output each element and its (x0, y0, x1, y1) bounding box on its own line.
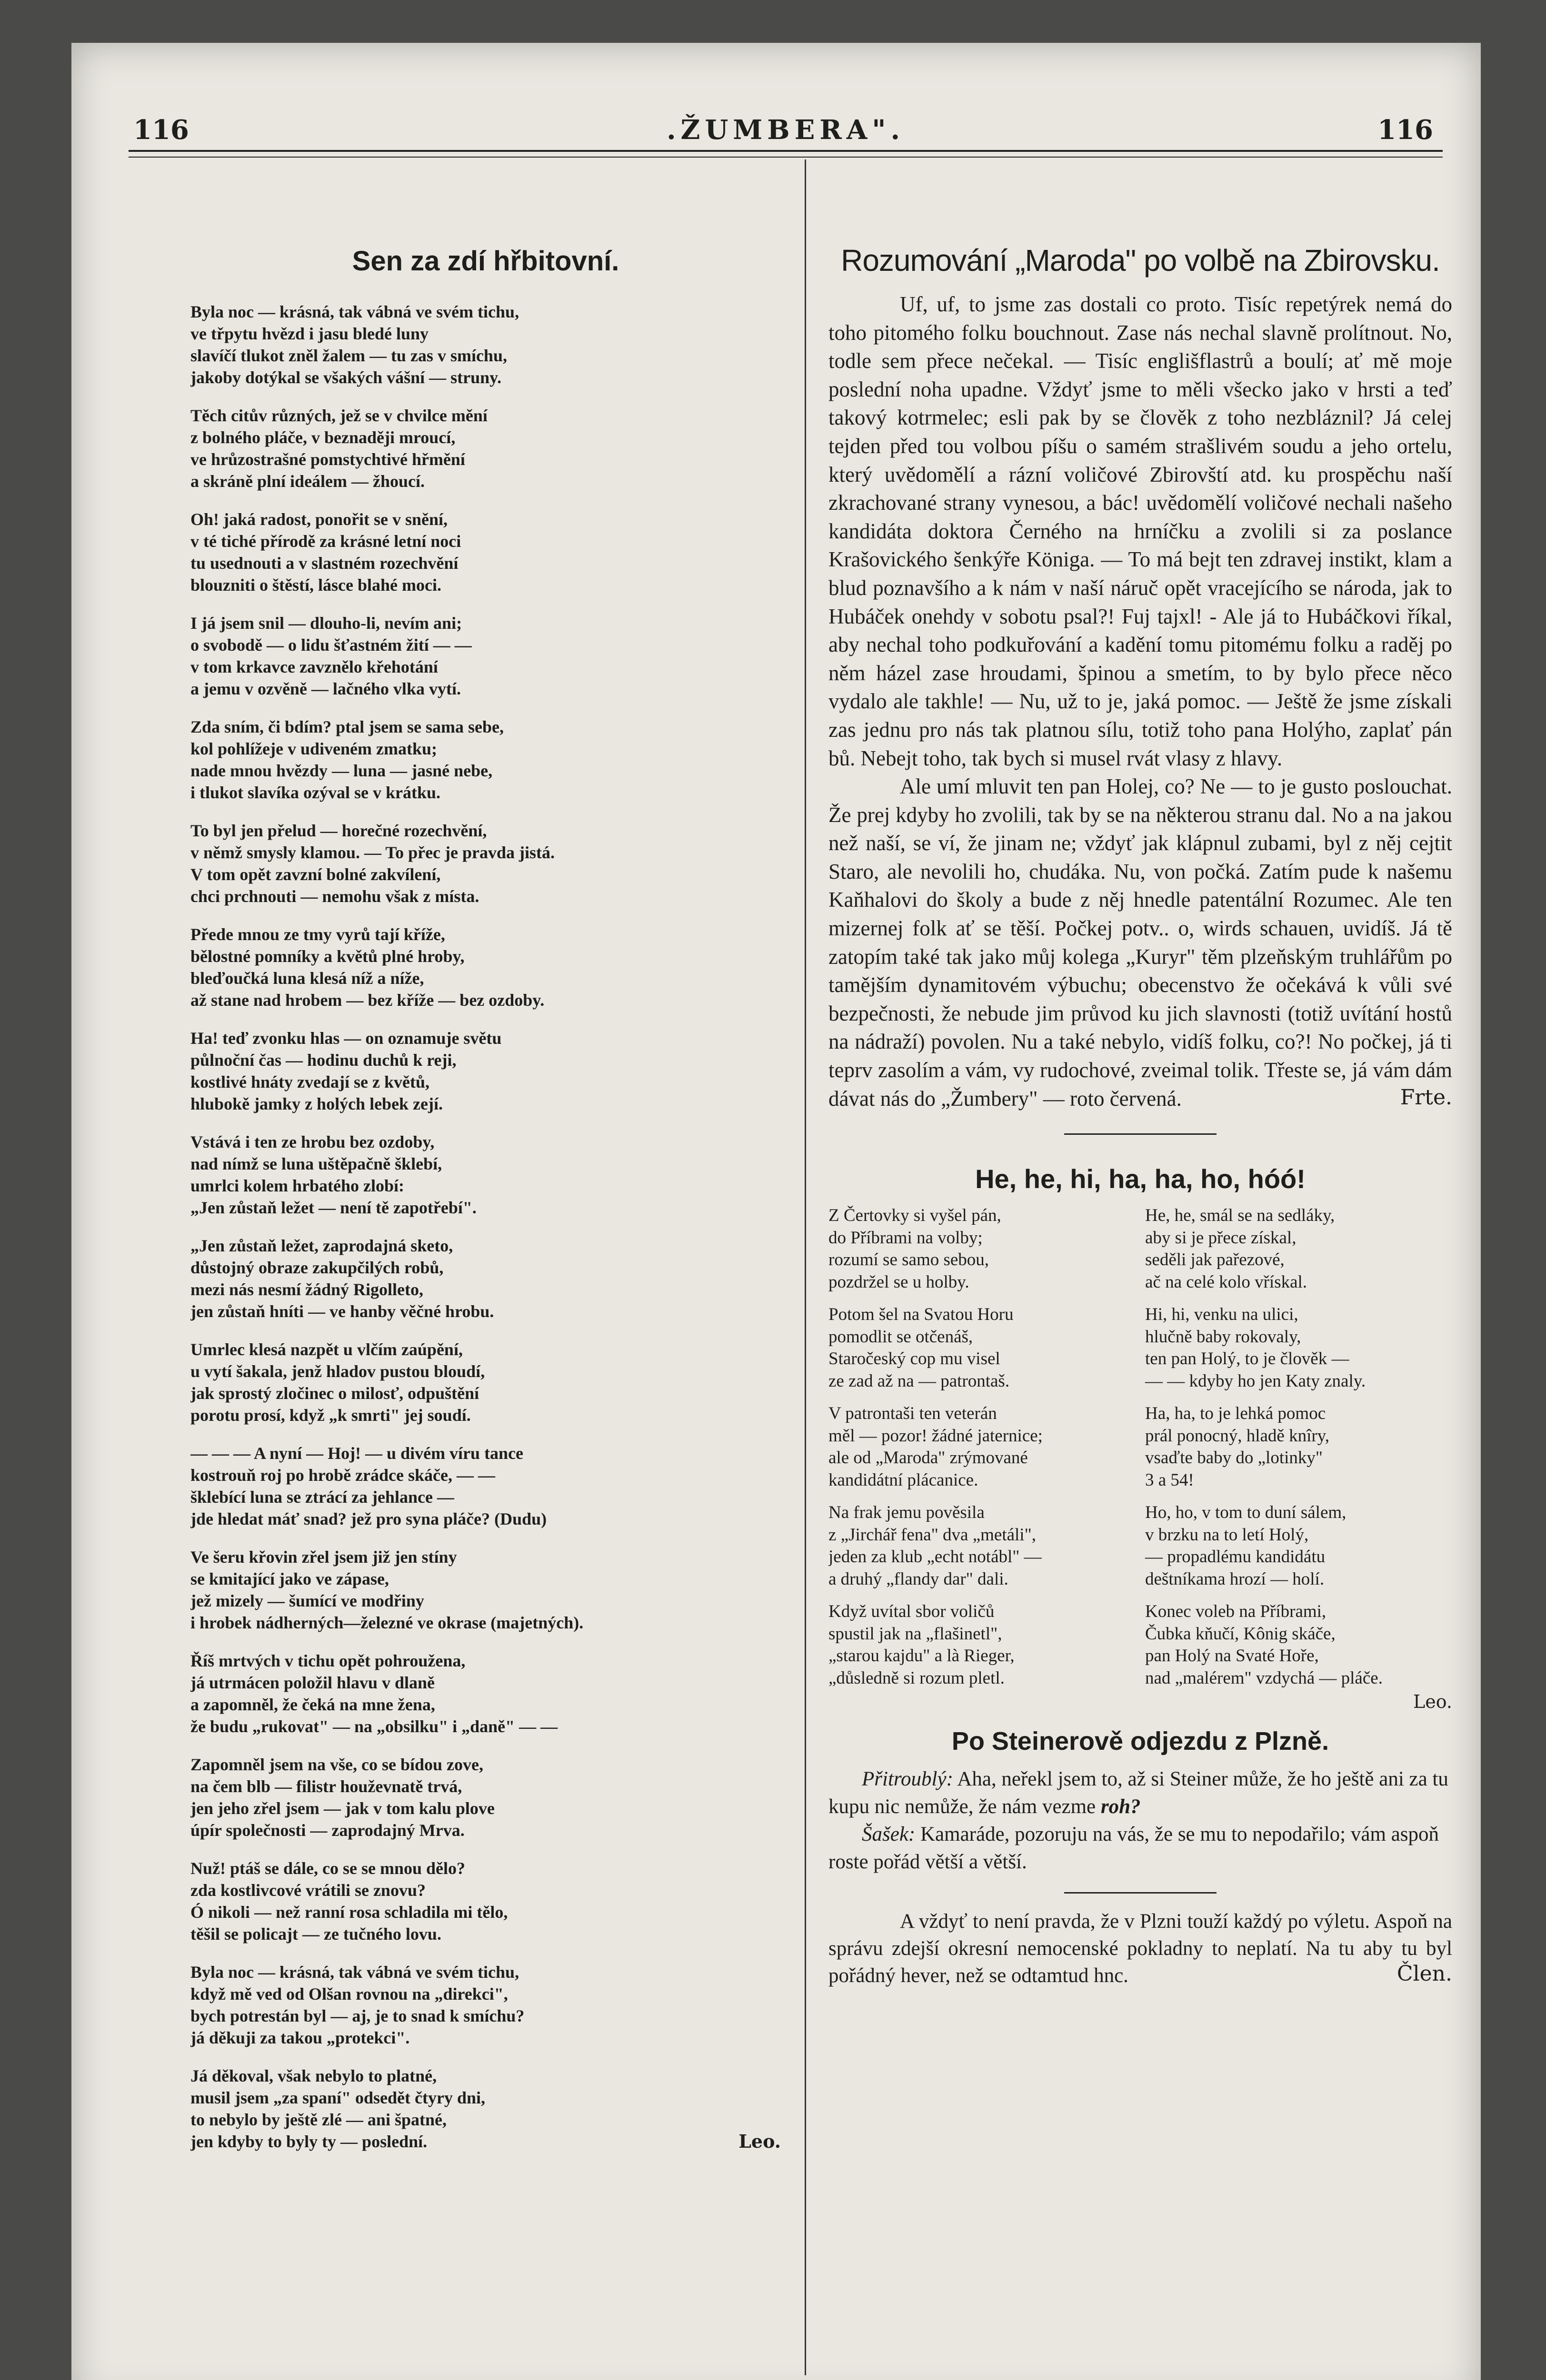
article-paragraph: Uf, uf, to jsme zas dostali co proto. Tisíc repetýrek nemá do toho pitomého folku bouchnout. Zase nás nechal slavně prolítnout. No, todle sem přece nečekal. — Tisíc englišflastrů a boulí; ať mě moje poslední noha upadne. Vždyť jsme to měli všecko jako v hrsti a teď takový kotrmelec; esli pak by se člověk z toho nezbláznil? Já celej tejden před tou volbou píšu o samém strašlivém soudu a jeho ortelu, který uvědomělí a rázní voličové Zbirovští atd. ku prospěchu naší zkrachované strany vynesou, a bác! uvědomělí voličové nechali našeho kandidáta doktora Černého na hrníčku a zvolili si za poslance Krašovického šenkýře Königa. — To má bejt ten zdravej instikt, klam a blud poznavšího a k nám v naší náruč opět vracejícího se národa, jak to Hubáček onehdy v sobotu psal?! Fuj tajxl! - Ale já to Hubáčkovi říkal, aby nechal toho podkuřování a kadění tomu pitomému folku a raděj po něm házel zase hroudami, špinou a smetím, to by bylo přece něco vydalo ale takhle! — Nu, už to je, jaká pomoc. — Ještě že jsme získali zas jednu pro nás tak platnou sílu, totiž toho pana Holýho, zaplať pán bů. Nebejt toho, tak bych si musel rvát vlasy z hlavy. (828, 292, 1452, 770)
poem-stanza: Umrlec klesá nazpět u vlčím zaúpění, u vytí šakala, jenž hladov pustou bloudí, jak sprostý zločinec o milosť, odpuštění porotu prosí, když „k smrti" jej soudí. (190, 1340, 485, 1425)
poem-signature: Leo. (738, 2131, 781, 2152)
section-divider (1064, 1892, 1217, 1894)
poem-stanza: Byla noc — krásná, tak vábná ve svém tichu, když mě ved od Olšan rovnou na „direkci", bych potrestán byl — aj, je to snad k smíchu? já děkuji za takou „protekci". (190, 1963, 525, 2047)
page-number-left: 116 (133, 114, 189, 146)
section-divider (1064, 1133, 1217, 1135)
poem-stanza: — — — A nyní — Hoj! — u divém víru tance kostrouň roj po hrobě zrádce skáče, — — šklebící luna se ztrácí za jehlance — jde hledat máť snad? jež pro syna pláče? (Dudu) (190, 1444, 547, 1528)
verse-stanza-right: He, he, smál se na sedláky, aby si je přece získal, seděli jak pařezové, ač na celé kolo vřískal. (1145, 1206, 1335, 1292)
page-header (71, 114, 1481, 152)
poem-stanza: Zapomněl jsem na vše, co se bídou zove, na čem blb — filistr houževnatě trvá, jen jeho zřel jsem — jak v tom kalu plove úpír společnosti — zaprodajný Mrva. (190, 1755, 495, 1840)
speaker-name: Šašek: (862, 1823, 916, 1846)
dialogue-line (828, 1765, 1452, 1821)
verse-stanza-right: Hi, hi, venku na ulici, hlučně baby rokovaly, ten pan Holý, to je člověk — — — kdyby ho jen Katy znaly. (1145, 1305, 1366, 1391)
dialogue-emphasis: roh? (1100, 1795, 1141, 1818)
poem-stanza: Vstává i ten ze hrobu bez ozdoby, nad nímž se luna uštěpačně šklebí, umrlci kolem hrbatého zlobí: „Jen zůstaň ležet — není tě zapotřebí". (190, 1132, 477, 1217)
running-title: .ŽUMBERA". (667, 114, 905, 146)
verse-stanza-left: Potom šel na Svatou Horu pomodlit se otčenáš, Staročeský cop mu visel ze zad až na — patrontaš. (828, 1305, 1014, 1391)
poem-stanza: „Jen zůstaň ležet, zaprodajná sketo, důstojný obraze zakupčilých robů, mezi nás nesmí žádný Rigolleto, jen zůstaň hníti — ve hanby věčné hrobu. (190, 1236, 494, 1321)
dialogue-text: Aha, neřekl jsem to, až si Steiner může, že ho ještě ani za tu kupu nic nemůže, že nám vezme (828, 1768, 1448, 1818)
dialogue-text: Kamaráde, pozoruju na vás, že se mu to nepodařilo; vám aspoň roste pořád větší a větší. (828, 1823, 1439, 1874)
poem-stanza: To byl jen přelud — horečné rozechvění, v němž smysly klamou. — To přec je pravda jistá. V tom opět zavzní bolné zakvílení, chci prchnouti — nemohu však z místa. (190, 821, 555, 906)
article-title: Rozumování „Maroda" po volbě na Zbirovsku. (841, 243, 1440, 278)
verse-stanza-left: Na frak jemu pověsila z „Jirchář fena" dva „metáli", jeden za klub „echt notábl" — a druhý „flandy dar" dali. (828, 1503, 1042, 1589)
verse-stanza-right: Konec voleb na Příbrami, Čubka kňučí, Kônig skáče, pan Holý na Svaté Hoře, nad „malérem" vzdychá — pláče. (1145, 1602, 1383, 1688)
newspaper-page (71, 43, 1481, 2380)
verse-stanza-left: Z Čertovky si vyšel pán, do Příbrami na volby; rozumí se samo sebou, pozdržel se u holby. (828, 1206, 1001, 1292)
poem-stanza: Nuž! ptáš se dále, co se se mnou dělo? zda kostlivcové vrátili se znovu? Ó nikoli — než ranní rosa schladila mi tělo, těšil se policajt — ze tučného lovu. (190, 1859, 508, 1944)
article-signature: Frte. (1400, 1085, 1452, 1110)
verses-grid (828, 1205, 1452, 1689)
verse-stanza-left: V patrontaši ten veterán měl — pozor! žádné jaternice; ale od „Maroda" zrýmované kandidátní plácanice. (828, 1404, 1043, 1490)
verse-stanza-right: Ho, ho, v tom to duní sálem, v brzku na to letí Holý, — propadlému kandidátu deštníkama hrozí — holí. (1145, 1503, 1347, 1589)
article-paragraph: Ale umí mluvit ten pan Holej, co? Ne — to je gusto poslouchat. Že prej kdyby ho zvolili, tak by se na některou stranu dal. No a na jakou než naší, se ví, že jinam ne; vždyť jak klápnul zubami, byl z něj cejtit Staro, ale nevolili ho, chudáka. Nu, von počká. Zatím pude k našemu Kaňhalovi do školy a bude z něj hnedle patentální Rozumec. Ale ten mizernej folk ať se těší. Počkej potv.. o, wirds schauen, uvidíš. Já tě zatopím také tak jako můj kolega „Kuryr" těm plzeňským truhlářům po tamějším dynamitovém výbuchu; obecenstvo že očekává k vůli své bezpečnosti, že nebude jim průvod ku jich slavnosti (totiž uvítání hostů na nádraží) povolen. Nu a také nebylo, vidíš folku, co?! No počkej, já ti teprv zasolím a vám, vy rudochové, zveimal tolik. Třeste se, já vám dám dávat nás do „Žumbery" — roto červená. (828, 774, 1452, 1111)
poem-stanza: I já jsem snil — dlouho-li, nevím ani; o svobodě — o lidu šťastném žití — — v tom krkavce zavznělo křehotání a jemu v ozvěně — lačného vlka vytí. (190, 614, 472, 698)
poem-stanza: Já děkoval, však nebylo to platné, musil jsem „za spaní" odsedět čtyry dni, to nebylo by ještě zlé — ani špatné, jen kdyby to byly ty — poslední. (190, 2066, 485, 2151)
left-column (190, 167, 781, 2375)
verses-signature: Leo. (1413, 1691, 1452, 1713)
closing-paragraph: A vždyť to není pravda, že v Plzni touží každý po výletu. Aspoň na správu zdejší okresní nemocenské pokladny to neplatí. Na tu aby tu byl pořádný hever, než se odtamtud hnc. (828, 1910, 1452, 1987)
verse-stanza-left: Když uvítal sbor voličů spustil jak na „flašinetl", „starou kajdu" a là Rieger, „důsledně si rozum pletl. (828, 1602, 1015, 1688)
poem-stanza: Přede mnou ze tmy vyrů tají kříže, bělostné pomníky a květů plné hroby, bleďoučká luna klesá níž a níže, až stane nad hrobem — bez kříže — bez ozdoby. (190, 925, 545, 1010)
verse-stanza-right: Ha, ha, to je lehká pomoc prál ponocný, hladě knîry, vsaďte baby do „lotinky" 3 a 54! (1145, 1404, 1330, 1490)
right-column (828, 167, 1452, 2375)
column-divider (805, 159, 806, 2375)
poem-stanza: Zda sním, či bdím? ptal jsem se sama sebe, kol pohlížeje v udiveném zmatku; nade mnou hvězdy — luna — jasné nebe, i tlukot slavíka ozýval se v krátku. (190, 717, 504, 802)
closing-signature: Člen. (1396, 1962, 1452, 1986)
verses-title: He, he, hi, ha, ha, ho, hóó! (975, 1164, 1306, 1194)
poem-stanza: Říš mrtvých v tichu opět pohroužena, já utrmácen položil hlavu v dlaně a zapomněl, že čeká na mne žena, že budu „rukovat" — na „obsilku" i „daně" — — (190, 1651, 558, 1736)
poem-title: Sen za zdí hřbitovní. (352, 246, 619, 277)
poem-stanza: Ha! teď zvonku hlas — on oznamuje světu půlnoční čas — hodinu duchů k reji, kostlivé hnáty zvedají se z květů, hlubokě jamky z holých lebek zejí. (190, 1029, 502, 1113)
poem-stanza: Oh! jaká radost, ponořit se v snění, v té tiché přírodě za krásné letní noci tu usednouti a v slastném rozechvění blouzniti o štěstí, lásce blahé moci. (190, 510, 461, 595)
page-number-right: 116 (1377, 114, 1433, 146)
header-rule (129, 150, 1443, 158)
speaker-name: Přitroublý: (862, 1768, 953, 1791)
poem-stanza: Byla noc — krásná, tak vábná ve svém tichu, ve třpytu hvězd i jasu bledé luny slavíčí tlukot zněl žalem — tu zas v smíchu, jakoby dotýkal se všakých vášní — struny. (190, 302, 519, 387)
poem-stanza: Těch citův různých, jež se v chvilce mění z bolného pláče, v beznaději mroucí, ve hrůzostrašné pomstychtivé hřmění a skráně plní ideálem — žhoucí. (190, 406, 488, 491)
dialogue-line (828, 1821, 1452, 1876)
poem-stanza: Ve šeru křovin zřel jsem již jen stíny se kmitající jako ve zápase, jež mizely — šumící ve modřiny i hrobek nádherných—železné ve okrase (majetných). (190, 1547, 584, 1632)
steiner-title: Po Steinerově odjezdu z Plzně. (951, 1727, 1329, 1756)
